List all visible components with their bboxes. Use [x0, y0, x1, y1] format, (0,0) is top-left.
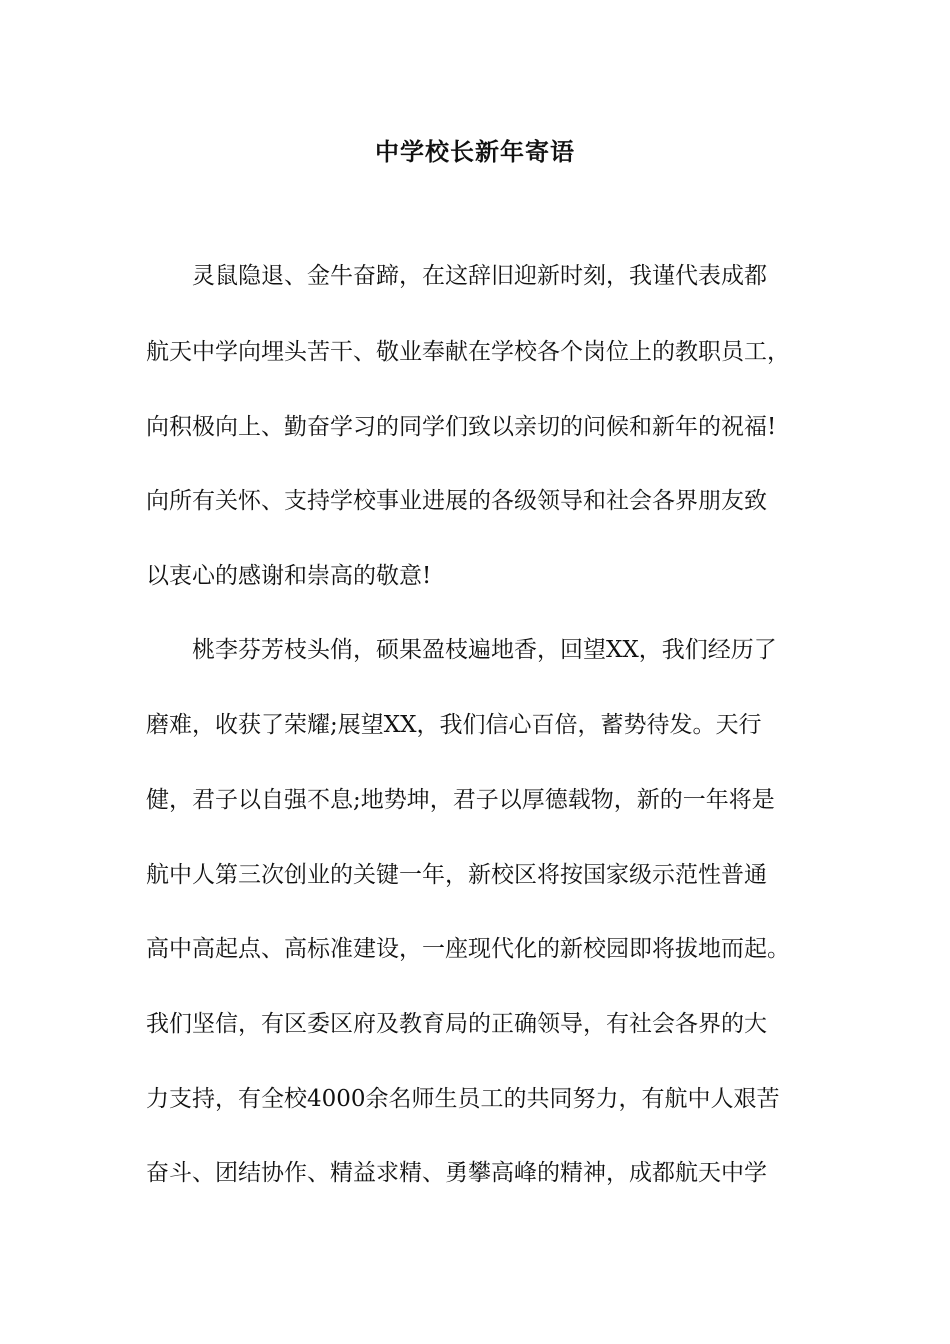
paragraph-1-line-1: 灵鼠隐退、金牛奋蹄，在这辞旧迎新时刻，我谨代表成都	[192, 263, 767, 289]
paragraph-1-line-4: 向所有关怀、支持学校事业进展的各级领导和社会各界朋友致	[146, 488, 767, 514]
paragraph-2-line-3: 健，君子以自强不息;地势坤，君子以厚德载物，新的一年将是	[146, 787, 775, 813]
paragraph-1-line-2: 航天中学向埋头苦干、敬业奉献在学校各个岗位上的教职员工，	[146, 339, 790, 365]
paragraph-2-line-1: 桃李芬芳枝头俏，硕果盈枝遍地香，回望XX，我们经历了	[192, 637, 777, 663]
page-title: 中学校长新年寄语	[375, 137, 575, 166]
paragraph-1-line-3: 向积极向上、勤奋学习的同学们致以亲切的问候和新年的祝福!	[146, 414, 777, 440]
paragraph-2-line-8: 奋斗、团结协作、精益求精、勇攀高峰的精神，成都航天中学	[146, 1160, 767, 1186]
paragraph-2-line-6: 我们坚信，有区委区府及教育局的正确领导，有社会各界的大	[146, 1011, 767, 1037]
paragraph-2-line-5: 高中高起点、高标准建设，一座现代化的新校园即将拔地而起。	[146, 936, 790, 962]
paragraph-2-line-7: 力支持，有全校4000余名师生员工的共同努力，有航中人艰苦	[146, 1086, 780, 1112]
paragraph-1-line-5: 以衷心的感谢和崇高的敬意!	[146, 563, 432, 589]
paragraph-2-line-2: 磨难，收获了荣耀;展望XX，我们信心百倍，蓄势待发。天行	[146, 712, 762, 738]
paragraph-2-line-4: 航中人第三次创业的关键一年，新校区将按国家级示范性普通	[146, 862, 767, 888]
